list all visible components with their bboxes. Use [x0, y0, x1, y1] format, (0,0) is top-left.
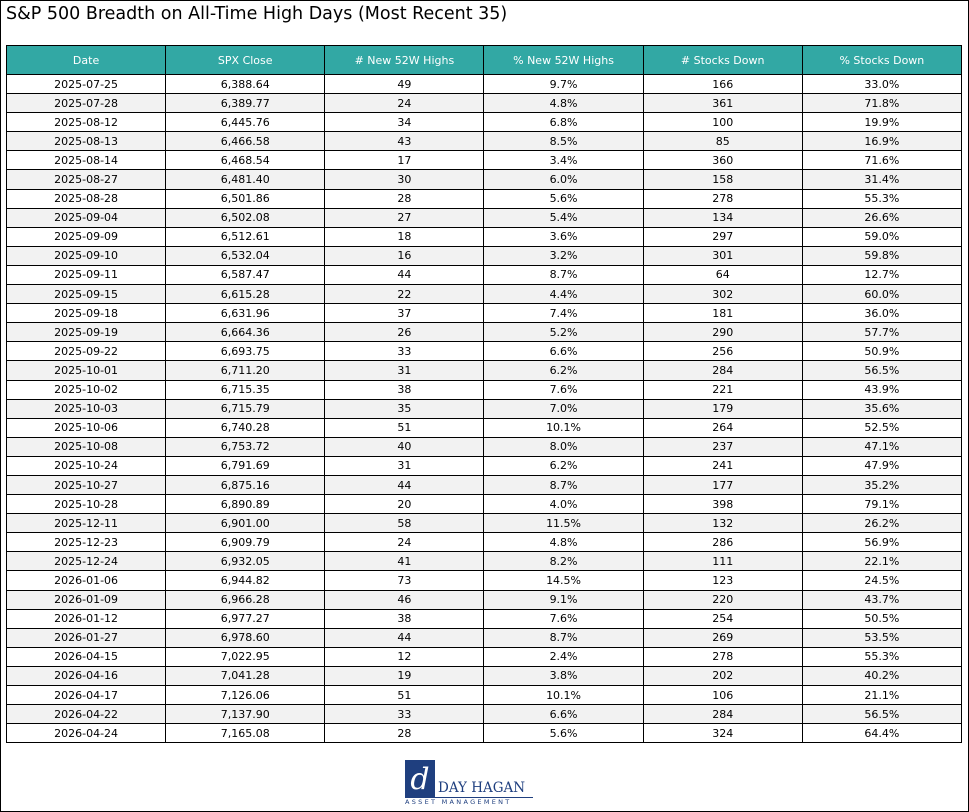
spx-close-cell: 6,944.82 [166, 571, 325, 590]
date-cell: 2025-08-12 [7, 113, 166, 132]
new-52w-highs-pct-cell: 3.6% [484, 227, 643, 246]
new-52w-highs-pct-cell: 8.7% [484, 628, 643, 647]
date-cell: 2026-04-22 [7, 705, 166, 724]
date-column-header: Date [7, 46, 166, 75]
new-52w-highs-count-cell: 28 [325, 189, 484, 208]
spx-close-cell: 6,909.79 [166, 533, 325, 552]
stocks-down-pct-cell: 55.3% [802, 647, 961, 666]
date-cell: 2025-09-18 [7, 304, 166, 323]
spx-close-cell: 6,901.00 [166, 514, 325, 533]
spx-close-cell: 6,502.08 [166, 208, 325, 227]
new-52w-highs-count-cell: 18 [325, 227, 484, 246]
new-52w-highs-count-cell: 44 [325, 265, 484, 284]
logo-subtitle: ASSET MANAGEMENT [405, 798, 512, 806]
new-52w-highs-count-cell: 33 [325, 705, 484, 724]
new-52w-highs-count-cell: 43 [325, 132, 484, 151]
stocks-down-pct-cell: 35.6% [802, 399, 961, 418]
table-row [7, 94, 962, 113]
stocks-down-pct-cell: 16.9% [802, 132, 961, 151]
spx-close-cell: 6,875.16 [166, 475, 325, 494]
spx-close-cell: 7,137.90 [166, 705, 325, 724]
spx-close-cell: 6,890.89 [166, 495, 325, 514]
new-52w-highs-count-cell: 58 [325, 514, 484, 533]
new-52w-highs-pct-cell: 7.4% [484, 304, 643, 323]
new-52w-highs-count-cell: 20 [325, 495, 484, 514]
new-52w-highs-pct-cell: 9.1% [484, 590, 643, 609]
table-row [7, 75, 962, 94]
new-52w-highs-pct-cell: 8.7% [484, 475, 643, 494]
stocks-down-count-cell: 241 [643, 456, 802, 475]
new-52w-highs-count-cell: 33 [325, 342, 484, 361]
stocks-down-count-cell: 85 [643, 132, 802, 151]
stocks-down-count-cell: 177 [643, 475, 802, 494]
date-cell: 2025-10-08 [7, 437, 166, 456]
stocks-down-count-column-header: # Stocks Down [643, 46, 802, 75]
stocks-down-count-cell: 237 [643, 437, 802, 456]
table-row [7, 628, 962, 647]
stocks-down-pct-cell: 59.0% [802, 227, 961, 246]
stocks-down-count-cell: 278 [643, 647, 802, 666]
date-cell: 2025-07-28 [7, 94, 166, 113]
spx-close-cell: 6,631.96 [166, 304, 325, 323]
stocks-down-count-cell: 64 [643, 265, 802, 284]
table-row [7, 323, 962, 342]
stocks-down-count-cell: 254 [643, 609, 802, 628]
stocks-down-pct-cell: 26.6% [802, 208, 961, 227]
new-52w-highs-count-cell: 30 [325, 170, 484, 189]
date-cell: 2025-10-01 [7, 361, 166, 380]
new-52w-highs-count-cell: 12 [325, 647, 484, 666]
stocks-down-count-cell: 221 [643, 380, 802, 399]
new-52w-highs-pct-cell: 7.6% [484, 380, 643, 399]
new-52w-highs-pct-cell: 5.2% [484, 323, 643, 342]
new-52w-highs-pct-cell: 7.6% [484, 609, 643, 628]
new-52w-highs-count-cell: 24 [325, 94, 484, 113]
date-cell: 2025-09-04 [7, 208, 166, 227]
spx-close-cell: 6,587.47 [166, 265, 325, 284]
new-52w-highs-pct-cell: 9.7% [484, 75, 643, 94]
new-52w-highs-pct-cell: 10.1% [484, 418, 643, 437]
table-row [7, 208, 962, 227]
date-cell: 2025-10-28 [7, 495, 166, 514]
stocks-down-count-cell: 202 [643, 666, 802, 685]
date-cell: 2026-01-27 [7, 628, 166, 647]
new-52w-highs-pct-cell: 11.5% [484, 514, 643, 533]
new-52w-highs-pct-cell: 5.6% [484, 189, 643, 208]
stocks-down-count-cell: 256 [643, 342, 802, 361]
spx-close-cell: 6,615.28 [166, 285, 325, 304]
stocks-down-count-cell: 220 [643, 590, 802, 609]
spx-close-cell: 6,978.60 [166, 628, 325, 647]
stocks-down-count-cell: 398 [643, 495, 802, 514]
stocks-down-count-cell: 111 [643, 552, 802, 571]
new-52w-highs-count-cell: 31 [325, 456, 484, 475]
spx-close-cell: 6,512.61 [166, 227, 325, 246]
stocks-down-count-cell: 302 [643, 285, 802, 304]
table-row [7, 609, 962, 628]
new-52w-highs-pct-cell: 4.0% [484, 495, 643, 514]
stocks-down-pct-cell: 47.1% [802, 437, 961, 456]
spx-close-cell: 6,791.69 [166, 456, 325, 475]
stocks-down-count-cell: 284 [643, 361, 802, 380]
stocks-down-count-cell: 284 [643, 705, 802, 724]
new-52w-highs-pct-cell: 6.2% [484, 456, 643, 475]
stocks-down-pct-cell: 24.5% [802, 571, 961, 590]
new-52w-highs-count-cell: 27 [325, 208, 484, 227]
stocks-down-count-cell: 361 [643, 94, 802, 113]
date-cell: 2025-12-11 [7, 514, 166, 533]
new-52w-highs-pct-cell: 3.2% [484, 246, 643, 265]
stocks-down-pct-cell: 59.8% [802, 246, 961, 265]
date-cell: 2025-12-23 [7, 533, 166, 552]
stocks-down-pct-cell: 57.7% [802, 323, 961, 342]
stocks-down-pct-cell: 26.2% [802, 514, 961, 533]
new-52w-highs-count-cell: 37 [325, 304, 484, 323]
table-row [7, 418, 962, 437]
table-row [7, 666, 962, 685]
new-52w-highs-pct-cell: 4.4% [484, 285, 643, 304]
new-52w-highs-count-cell: 44 [325, 475, 484, 494]
new-52w-highs-pct-cell: 8.7% [484, 265, 643, 284]
table-row [7, 170, 962, 189]
date-cell: 2025-08-27 [7, 170, 166, 189]
date-cell: 2026-04-16 [7, 666, 166, 685]
date-cell: 2026-04-24 [7, 724, 166, 743]
stocks-down-count-cell: 264 [643, 418, 802, 437]
new-52w-highs-count-cell: 44 [325, 628, 484, 647]
new-52w-highs-pct-cell: 10.1% [484, 686, 643, 705]
table-row [7, 227, 962, 246]
spx-close-cell: 6,966.28 [166, 590, 325, 609]
stocks-down-pct-column-header: % Stocks Down [802, 46, 961, 75]
new-52w-highs-pct-cell: 8.2% [484, 552, 643, 571]
table-row [7, 533, 962, 552]
new-52w-highs-count-cell: 16 [325, 246, 484, 265]
new-52w-highs-pct-cell: 7.0% [484, 399, 643, 418]
stocks-down-count-cell: 123 [643, 571, 802, 590]
new-52w-highs-count-cell: 24 [325, 533, 484, 552]
new-52w-highs-count-cell: 51 [325, 418, 484, 437]
stocks-down-count-cell: 297 [643, 227, 802, 246]
spx-close-cell: 6,532.04 [166, 246, 325, 265]
stocks-down-pct-cell: 50.9% [802, 342, 961, 361]
stocks-down-count-cell: 134 [643, 208, 802, 227]
new-52w-highs-count-column-header: # New 52W Highs [325, 46, 484, 75]
logo-name: DAY HAGAN [438, 780, 526, 796]
stocks-down-pct-cell: 35.2% [802, 475, 961, 494]
stocks-down-count-cell: 179 [643, 399, 802, 418]
day-hagan-logo-icon [405, 760, 435, 797]
spx-close-cell: 7,041.28 [166, 666, 325, 685]
date-cell: 2026-04-17 [7, 686, 166, 705]
stocks-down-pct-cell: 71.6% [802, 151, 961, 170]
stocks-down-pct-cell: 21.1% [802, 686, 961, 705]
stocks-down-pct-cell: 53.5% [802, 628, 961, 647]
table-row [7, 113, 962, 132]
spx-close-cell: 6,501.86 [166, 189, 325, 208]
stocks-down-count-cell: 158 [643, 170, 802, 189]
spx-close-cell: 6,740.28 [166, 418, 325, 437]
stocks-down-pct-cell: 50.5% [802, 609, 961, 628]
stocks-down-pct-cell: 12.7% [802, 265, 961, 284]
stocks-down-pct-cell: 64.4% [802, 724, 961, 743]
chart-title: S&P 500 Breadth on All-Time High Days (Most Recent 35) [6, 4, 508, 24]
stocks-down-count-cell: 132 [643, 514, 802, 533]
new-52w-highs-count-cell: 38 [325, 609, 484, 628]
table-row [7, 724, 962, 743]
stocks-down-pct-cell: 36.0% [802, 304, 961, 323]
spx-close-cell: 6,481.40 [166, 170, 325, 189]
date-cell: 2025-07-25 [7, 75, 166, 94]
new-52w-highs-pct-cell: 6.6% [484, 705, 643, 724]
stocks-down-count-cell: 360 [643, 151, 802, 170]
date-cell: 2025-09-09 [7, 227, 166, 246]
date-cell: 2026-01-06 [7, 571, 166, 590]
new-52w-highs-pct-cell: 4.8% [484, 94, 643, 113]
table-row [7, 495, 962, 514]
date-cell: 2025-08-14 [7, 151, 166, 170]
table-row [7, 686, 962, 705]
new-52w-highs-count-cell: 34 [325, 113, 484, 132]
table-row [7, 285, 962, 304]
spx-close-cell: 7,126.06 [166, 686, 325, 705]
new-52w-highs-pct-cell: 8.0% [484, 437, 643, 456]
stocks-down-count-cell: 166 [643, 75, 802, 94]
new-52w-highs-count-cell: 41 [325, 552, 484, 571]
date-cell: 2025-10-27 [7, 475, 166, 494]
table-row [7, 437, 962, 456]
spx-close-cell: 6,715.35 [166, 380, 325, 399]
new-52w-highs-count-cell: 49 [325, 75, 484, 94]
day-hagan-logo [405, 760, 535, 806]
table-row [7, 151, 962, 170]
stocks-down-pct-cell: 56.5% [802, 361, 961, 380]
new-52w-highs-pct-cell: 6.8% [484, 113, 643, 132]
stocks-down-pct-cell: 56.5% [802, 705, 961, 724]
stocks-down-count-cell: 290 [643, 323, 802, 342]
spx-close-cell: 6,977.27 [166, 609, 325, 628]
stocks-down-pct-cell: 47.9% [802, 456, 961, 475]
logo-mark-letter: d [410, 762, 430, 797]
stocks-down-pct-cell: 43.7% [802, 590, 961, 609]
stocks-down-count-cell: 269 [643, 628, 802, 647]
date-cell: 2025-09-22 [7, 342, 166, 361]
date-cell: 2025-09-19 [7, 323, 166, 342]
stocks-down-pct-cell: 19.9% [802, 113, 961, 132]
new-52w-highs-pct-cell: 14.5% [484, 571, 643, 590]
new-52w-highs-count-cell: 40 [325, 437, 484, 456]
spx-close-cell: 6,389.77 [166, 94, 325, 113]
stocks-down-count-cell: 106 [643, 686, 802, 705]
table-row [7, 590, 962, 609]
new-52w-highs-pct-cell: 3.4% [484, 151, 643, 170]
spx-close-cell: 6,388.64 [166, 75, 325, 94]
stocks-down-count-cell: 100 [643, 113, 802, 132]
new-52w-highs-count-cell: 46 [325, 590, 484, 609]
new-52w-highs-count-cell: 31 [325, 361, 484, 380]
new-52w-highs-count-cell: 51 [325, 686, 484, 705]
new-52w-highs-pct-cell: 8.5% [484, 132, 643, 151]
spx-close-cell: 6,445.76 [166, 113, 325, 132]
spx-close-cell: 6,711.20 [166, 361, 325, 380]
stocks-down-count-cell: 324 [643, 724, 802, 743]
stocks-down-count-cell: 181 [643, 304, 802, 323]
table-body [7, 75, 962, 743]
spx-close-cell: 6,693.75 [166, 342, 325, 361]
stocks-down-pct-cell: 40.2% [802, 666, 961, 685]
stocks-down-pct-cell: 52.5% [802, 418, 961, 437]
date-cell: 2026-01-09 [7, 590, 166, 609]
table-row [7, 475, 962, 494]
stocks-down-pct-cell: 79.1% [802, 495, 961, 514]
table-row [7, 342, 962, 361]
spx-close-cell: 7,022.95 [166, 647, 325, 666]
table-row [7, 265, 962, 284]
spx-close-cell: 6,932.05 [166, 552, 325, 571]
table-row [7, 132, 962, 151]
spx-close-cell: 6,468.54 [166, 151, 325, 170]
new-52w-highs-pct-cell: 6.2% [484, 361, 643, 380]
date-cell: 2025-08-13 [7, 132, 166, 151]
stocks-down-pct-cell: 60.0% [802, 285, 961, 304]
spx-close-cell: 6,466.58 [166, 132, 325, 151]
stocks-down-count-cell: 286 [643, 533, 802, 552]
stocks-down-pct-cell: 22.1% [802, 552, 961, 571]
table-row [7, 246, 962, 265]
date-cell: 2025-12-24 [7, 552, 166, 571]
spx-close-cell: 6,753.72 [166, 437, 325, 456]
table-row [7, 361, 962, 380]
date-cell: 2025-09-15 [7, 285, 166, 304]
stocks-down-count-cell: 301 [643, 246, 802, 265]
date-cell: 2025-10-03 [7, 399, 166, 418]
stocks-down-count-cell: 278 [643, 189, 802, 208]
spx-close-cell: 6,715.79 [166, 399, 325, 418]
stocks-down-pct-cell: 43.9% [802, 380, 961, 399]
new-52w-highs-pct-cell: 6.0% [484, 170, 643, 189]
table-row [7, 552, 962, 571]
new-52w-highs-count-cell: 73 [325, 571, 484, 590]
stocks-down-pct-cell: 56.9% [802, 533, 961, 552]
table-row [7, 647, 962, 666]
new-52w-highs-count-cell: 22 [325, 285, 484, 304]
table-row [7, 514, 962, 533]
table-row [7, 399, 962, 418]
new-52w-highs-pct-column-header: % New 52W Highs [484, 46, 643, 75]
date-cell: 2025-10-02 [7, 380, 166, 399]
new-52w-highs-count-cell: 17 [325, 151, 484, 170]
stocks-down-pct-cell: 55.3% [802, 189, 961, 208]
stocks-down-pct-cell: 33.0% [802, 75, 961, 94]
date-cell: 2026-01-12 [7, 609, 166, 628]
new-52w-highs-pct-cell: 4.8% [484, 533, 643, 552]
new-52w-highs-pct-cell: 3.8% [484, 666, 643, 685]
date-cell: 2025-10-24 [7, 456, 166, 475]
date-cell: 2026-04-15 [7, 647, 166, 666]
table-row [7, 571, 962, 590]
table-row [7, 456, 962, 475]
new-52w-highs-pct-cell: 5.4% [484, 208, 643, 227]
new-52w-highs-pct-cell: 6.6% [484, 342, 643, 361]
new-52w-highs-count-cell: 35 [325, 399, 484, 418]
date-cell: 2025-09-10 [7, 246, 166, 265]
new-52w-highs-count-cell: 38 [325, 380, 484, 399]
date-cell: 2025-10-06 [7, 418, 166, 437]
table-header-row [7, 46, 962, 75]
table-row [7, 705, 962, 724]
date-cell: 2025-08-28 [7, 189, 166, 208]
table-row [7, 304, 962, 323]
new-52w-highs-count-cell: 26 [325, 323, 484, 342]
new-52w-highs-pct-cell: 5.6% [484, 724, 643, 743]
breadth-table [6, 45, 962, 743]
spx-close-cell: 7,165.08 [166, 724, 325, 743]
date-cell: 2025-09-11 [7, 265, 166, 284]
table-row [7, 380, 962, 399]
spx-close-cell: 6,664.36 [166, 323, 325, 342]
stocks-down-pct-cell: 31.4% [802, 170, 961, 189]
new-52w-highs-count-cell: 28 [325, 724, 484, 743]
table-row [7, 189, 962, 208]
spx-close-column-header: SPX Close [166, 46, 325, 75]
new-52w-highs-pct-cell: 2.4% [484, 647, 643, 666]
new-52w-highs-count-cell: 19 [325, 666, 484, 685]
stocks-down-pct-cell: 71.8% [802, 94, 961, 113]
